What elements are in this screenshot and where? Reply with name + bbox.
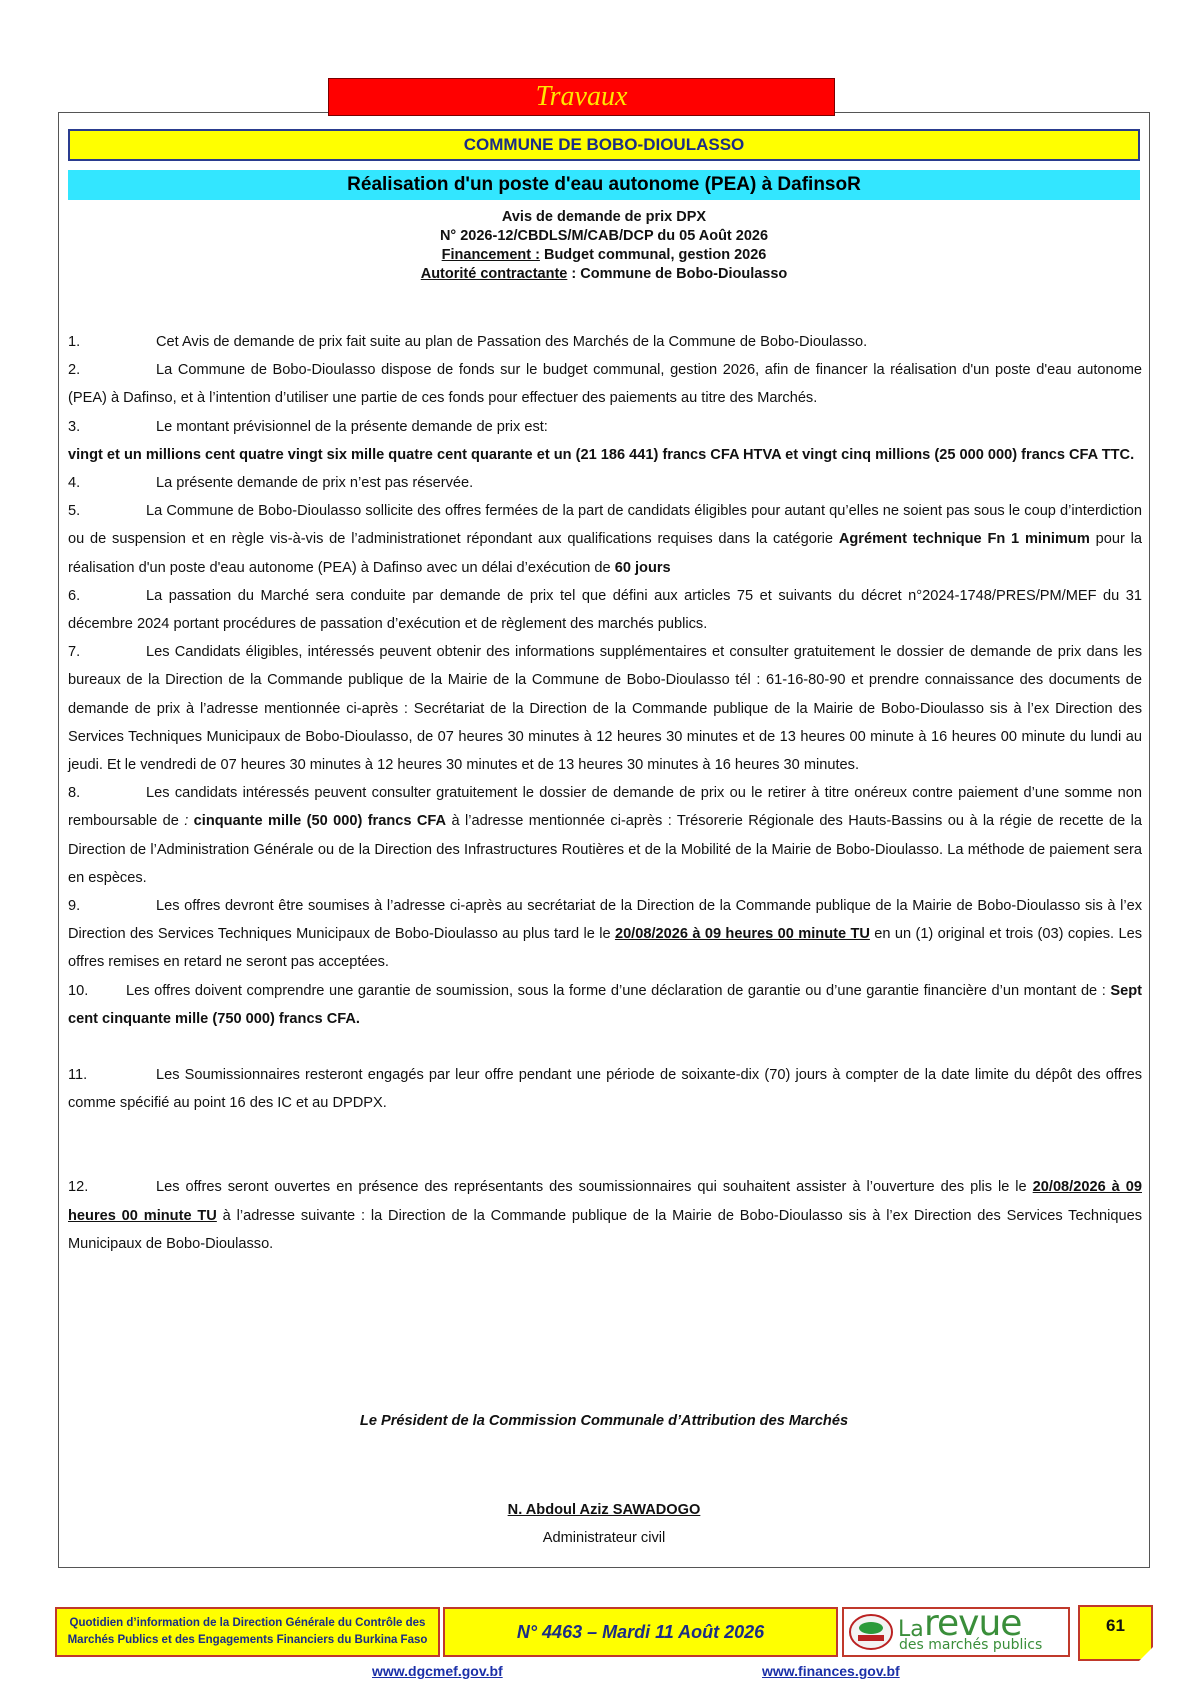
autorite-label: Autorité contractante xyxy=(420,266,568,282)
paragraph-text: Les offres devront être soumises à l’adresse ci-après au secrétariat de la Direction de la Commande publique de la Mairie de Bobo-Dioulasso sis à l’ex Direction des Services Techniques Municipaux de Bobo-Dioulasso au plus tard le le xyxy=(68,898,1142,943)
paragraph-4 xyxy=(68,469,1142,497)
paragraph-number: 2. xyxy=(68,362,81,379)
paragraph-text: Les candidats intéressés peuvent consulter gratuitement le dossier de demande de prix ou le retirer à titre onéreux contre paiement d’une somme non remboursable de xyxy=(68,785,1142,830)
paragraph-7 xyxy=(68,638,1142,779)
paragraph-10 xyxy=(68,977,1142,1033)
paragraph-number: 12. xyxy=(68,1179,89,1196)
paragraph-text: Les offres doivent comprendre une garantie de soumission, sous la forme d’une déclaration de garantie ou d’une garantie financière d’un montant de : xyxy=(126,982,1111,999)
president-title: Le Président de la Commission Communale d’Attribution des Marchés xyxy=(359,1413,849,1429)
paragraph-1 xyxy=(68,328,1142,356)
dgcmef-seal-icon xyxy=(848,1613,894,1651)
opening-date-bold: 20/08/2026 à 09 heures 00 minute TU xyxy=(68,1179,1142,1224)
colon-italic: : xyxy=(184,813,189,830)
paragraph-text: La présente demande de prix n’est pas réservée. xyxy=(156,475,474,492)
autorite-value: : Commune de Bobo-Dioulasso xyxy=(567,266,788,282)
paragraph-text: Cet Avis de demande de prix fait suite au plan de Passation des Marchés de la Commune de Bobo-Dioulasso. xyxy=(156,334,868,350)
notice-header xyxy=(68,208,1140,284)
publisher-line-2: Marchés Publics et des Engagements Financiers du Burkina Faso xyxy=(67,1634,428,1646)
amount-text xyxy=(68,441,1142,469)
paragraph-number: 7. xyxy=(68,644,81,661)
paragraph-number: 9. xyxy=(68,898,81,915)
paragraph-number: 1. xyxy=(68,334,81,350)
notice-body xyxy=(68,328,1142,1258)
paragraph-11 xyxy=(68,1061,1142,1117)
paragraph-number: 3. xyxy=(68,418,81,435)
paragraph-text: à l’adresse suivante : la Direction de la Commande publique de la Mairie de Bobo-Dioulasso sis à l’ex Direction des Services Techniques Municipaux de Bobo-Dioulasso. xyxy=(68,1207,1143,1252)
paragraph-5 xyxy=(68,497,1142,582)
paragraph-text: Les offres seront ouvertes en présence des représentants des soumissionnaires qui souhaitent assister à l’ouverture des plis le le xyxy=(156,1179,1033,1196)
logo-la: La xyxy=(898,1617,924,1642)
paragraph-text: en un (1) original et trois (03) copies. Les offres remises en retard ne seront pas acceptées. xyxy=(68,926,1142,971)
paragraph-text: Les Soumissionnaires resteront engagés par leur offre pendant une période de soixante-dix (70) jours à compter de la date limite du dépôt des offres comme spécifié au point 16 des IC et au DPDPX. xyxy=(68,1067,1142,1112)
link-dgcmef[interactable]: www.dgcmef.gov.bf xyxy=(372,1663,503,1679)
issue-number: N° 4463 – Mardi 11 Août 2026 xyxy=(443,1607,838,1657)
logo-revue: revue xyxy=(924,1603,1022,1644)
paragraph-number: 5. xyxy=(68,503,81,520)
paragraph-text: La passation du Marché sera conduite par demande de prix tel que défini aux articles 75 et suivants du décret n°2024-1748/PRES/PM/MEF du 31 décembre 2024 portant procédures de passation d’exécution et de règlement des marchés publics. xyxy=(68,587,1142,633)
paragraph-number: 4. xyxy=(68,475,81,492)
paragraph-2 xyxy=(68,356,1142,412)
revue-logo xyxy=(842,1603,1070,1657)
paragraph-text: La Commune de Bobo-Dioulasso sollicite des offres fermées de la part de candidats éligibles pour autant qu’elles ne soient pas sous le coup d’interdiction ou de suspension et en règle vis-à-vis de l’administrationet répondant aux qualifications requises dans la catégorie xyxy=(68,503,1142,548)
footer-publisher xyxy=(55,1607,440,1657)
notice-type: Avis de demande de prix DPX xyxy=(501,209,707,225)
paragraph-8 xyxy=(68,779,1142,892)
signer-name: N. Abdoul Aziz SAWADOGO xyxy=(507,1502,701,1518)
paragraph-text: pour la réalisation d'un poste d'eau autonome (PEA) à Dafinso avec un délai d’exécution de xyxy=(68,531,1142,576)
paragraph-9 xyxy=(68,892,1142,977)
somme-bold: cinquante mille (50 000) francs CFA xyxy=(188,813,447,830)
paragraph-3 xyxy=(68,413,1142,441)
garantie-bold: Sept cent cinquante mille (750 000) francs CFA. xyxy=(68,982,1142,1027)
deadline-bold: 20/08/2026 à 09 heures 00 minute TU xyxy=(614,926,870,943)
notice-reference: N° 2026-12/CBDLS/M/CAB/DCP du 05 Août 2026 xyxy=(439,228,769,244)
section-tab-travaux: Travaux xyxy=(328,78,835,116)
link-finances[interactable]: www.finances.gov.bf xyxy=(762,1663,900,1679)
paragraph-number: 10. xyxy=(68,982,89,999)
signer-title: Administrateur civil xyxy=(542,1530,666,1546)
autorite-line xyxy=(68,265,1140,284)
financement-line xyxy=(68,246,1140,265)
paragraph-number: 8. xyxy=(68,785,81,802)
amount-bold: vingt et un millions cent quatre vingt six mille quatre cent quarante et un (21 186 441) francs CFA HTVA et vingt cinq millions (25 000 000) francs CFA TTC. xyxy=(68,446,1135,463)
paragraph-6 xyxy=(68,582,1142,638)
paragraph-text: Le montant prévisionnel de la présente demande de prix est: xyxy=(156,418,548,435)
paragraph-12 xyxy=(68,1173,1142,1258)
publisher-line-1: Quotidien d’information de la Direction Générale du Contrôle des xyxy=(69,1617,426,1629)
paragraph-text: Les Candidats éligibles, intéressés peuvent obtenir des informations supplémentaires et consulter gratuitement le dossier de demande de prix dans les bureaux de la Direction de la Commande publique de la Mairie de la Commune de Bobo-Dioulasso tél : 61-16-80-90 et prendre connaissance des documents de demande de prix à l’adresse mentionnée ci-après : Secrétariat de la Direction de la Commande publique de la Mairie de Bobo-Dioulasso sis à l’ex Direction des Services Techniques Municipaux de Bobo-Dioulasso, de 07 heures 30 minutes à 12 heures 30 minutes et de 13 heures 00 minute à 16 heures 00 minute du lundi au jeudi. Et le vendredi de 07 heures 30 minutes à 12 heures 30 minutes et de 13 heures 30 minutes à 16 heures 30 minutes. xyxy=(68,644,1142,774)
agrement-bold: Agrément technique Fn 1 minimum xyxy=(838,531,1090,548)
logo-marches-publics: des marchés publics xyxy=(899,1637,1043,1653)
notice-title: Réalisation d'un poste d'eau autonome (PEA) à DafinsoR xyxy=(68,170,1140,200)
delai-bold: 60 jours xyxy=(614,559,671,576)
page-number: 61 xyxy=(1078,1605,1153,1661)
financement-value: Budget communal, gestion 2026 xyxy=(539,247,767,263)
commune-banner: COMMUNE DE BOBO-DIOULASSO xyxy=(68,129,1140,161)
paragraph-number: 6. xyxy=(68,587,81,604)
financement-label: Financement : xyxy=(441,247,540,263)
paragraph-text: La Commune de Bobo-Dioulasso dispose de fonds sur le budget communal, gestion 2026, afin de financer la réalisation d'un poste d'eau autonome (PEA) à Dafinso, et à l’intention d’utiliser une partie de ces fonds pour effectuer des paiements au titre des Marchés. xyxy=(68,362,1142,407)
paragraph-text: à l’adresse mentionnée ci-après : Trésorerie Régionale des Hauts-Bassins ou à la régie de recette de la Direction de l’Administration Générale ou de la Direction des Infrastructures Routières et de la Mobilité de la Mairie de Bobo-Dioulasso. La méthode de paiement sera en espèces. xyxy=(68,813,1142,886)
paragraph-number: 11. xyxy=(68,1067,88,1084)
